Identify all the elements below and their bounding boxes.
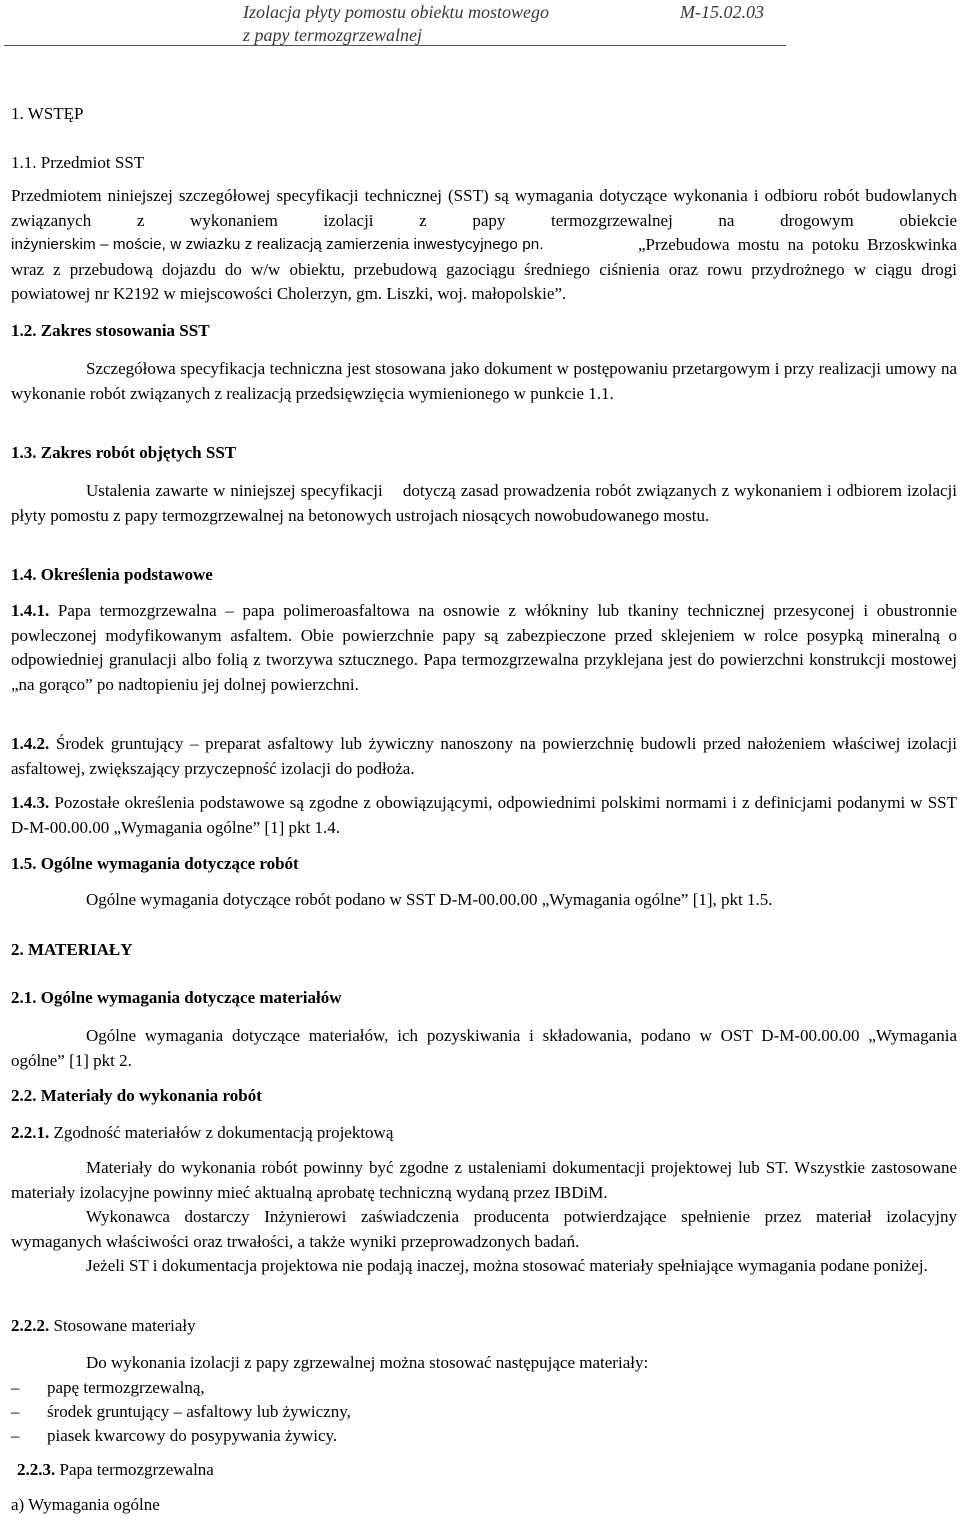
definition-1-4-2-number: 1.4.2. <box>11 734 50 753</box>
heading-1-1: 1.1. Przedmiot SST <box>11 153 145 172</box>
heading-2-2-2-title: Stosowane materiały <box>53 1316 196 1335</box>
heading-2-1: 2.1. Ogólne wymagania dotyczące materiałów <box>11 988 342 1007</box>
list-dash: – <box>11 1426 20 1445</box>
paragraph-2-2-1-a: Materiały do wykonania robót powinny być zgodne z ustaleniami dokumentacji projektowej lub ST. Wszystkie zastosowane materiały izolacyjne powinny mieć aktualną aprobatę techniczną wydaną przez IBDiM. <box>11 1158 957 1202</box>
section-heading-materials: 2. MATERIAŁY <box>11 940 133 959</box>
list-item-text: piasek kwarcowy do posypywania żywicy. <box>47 1426 338 1445</box>
heading-2-2-2-number: 2.2.2. <box>11 1316 50 1335</box>
paragraph-1-2: Szczegółowa specyfikacja techniczna jest stosowana jako dokument w postępowaniu przetargowym i przy realizacji umowy na wykonanie robót związanych z realizacją przedsięwzięcia wymienionego w punkcie 1.1. <box>11 359 957 403</box>
definition-1-4-1 <box>11 599 957 697</box>
header-title: Izolacja płyty pomostu obiektu mostowego <box>243 2 549 22</box>
paragraph-1-1-rest: „Przebudowa mostu na potoku Brzoskwinka wraz z przebudową dojazdu do w/w obiektu, przebudową gazociągu średniego ciśnienia oraz rowu przydrożnego w ciągu drogi powiatowej nr K2192 w miejscowości Cholerzyn, gm. Liszki, woj. małopolskie”. <box>11 235 957 304</box>
subheading-a: a) Wymagania ogólne <box>11 1495 160 1514</box>
heading-2-2-3-number: 2.2.3. <box>17 1460 56 1479</box>
heading-2-2-2 <box>11 1314 957 1339</box>
list-dash: – <box>11 1378 20 1397</box>
heading-2-2-3-title: Papa termozgrzewalna <box>59 1460 214 1479</box>
paragraph-2-1: Ogólne wymagania dotyczące materiałów, ich pozyskiwania i składowania, podano w OST D-M-00.00.00 „Wymagania ogólne” [1] pkt 2. <box>11 1026 957 1070</box>
paragraph-1-1-serif: Przedmiotem niniejszej szczegółowej specyfikacji technicznej (SST) są wymagania dotyczące wykonania i odbioru robót budowlanych związanych z wykonaniem izolacji z papy termozgrzewalnej na drogowym obiekcie <box>11 186 957 230</box>
paragraph-2-2-2: Do wykonania izolacji z papy zgrzewalnej można stosować następujące materiały: <box>86 1353 649 1372</box>
definition-1-4-1-number: 1.4.1. <box>11 601 50 620</box>
heading-2-2-1-number: 2.2.1. <box>11 1123 50 1142</box>
paragraph-1-5: Ogólne wymagania dotyczące robót podano w SST D-M-00.00.00 „Wymagania ogólne” [1], pkt 1.5. <box>86 890 773 909</box>
heading-1-5: 1.5. Ogólne wymagania dotyczące robót <box>11 854 299 873</box>
definition-1-4-2 <box>11 732 957 781</box>
definition-1-4-1-text: Papa termozgrzewalna – papa polimeroasfaltowa na osnowie z włókniny lub tkaniny technicznej przesyconej i obustronnie powleczonej modyfikowanym asfaltem. Obie powierzchnie papy są zabezpieczone przed sklejeniem w rolce posypką mineralną o odpowiedniej granulacji albo folią z tworzywa sztucznego. Papa termozgrzewalna przyklejana jest do powierzchni konstrukcji mostowej „na gorąco” po nadtopieniu jej dolnej powierzchni. <box>11 601 957 694</box>
definition-1-4-2-text: Środek gruntujący – preparat asfaltowy lub żywiczny nanoszony na powierzchnię budowli przed nałożeniem właściwej izolacji asfaltowej, zwiększający przyczepność izolacji do podłoża. <box>11 734 957 778</box>
heading-2-2-1 <box>11 1121 957 1146</box>
list-item-text: środek gruntujący – asfaltowy lub żywiczny, <box>47 1402 351 1421</box>
section-heading-intro: 1. WSTĘP <box>11 104 84 123</box>
header-code: M-15.02.03 <box>680 2 764 22</box>
heading-1-4: 1.4. Określenia podstawowe <box>11 565 213 584</box>
page-header <box>0 0 960 50</box>
heading-1-3: 1.3. Zakres robót objętych SST <box>11 443 237 462</box>
definition-1-4-3-text: Pozostałe określenia podstawowe są zgodne z obowiązującymi, odpowiednimi polskimi normami i z definicjami podanymi w SST D-M-00.00.00 „Wymagania ogólne” [1] pkt 1.4. <box>11 793 957 837</box>
paragraph-2-2-1-b: Wykonawca dostarczy Inżynierowi zaświadczenia producenta potwierdzające spełnienie przez materiał izolacyjny wymaganych właściwości oraz trwałości, a także wyniki przeprowadzonych badań. <box>11 1207 957 1251</box>
list-item-text: papę termozgrzewalną, <box>47 1378 205 1397</box>
heading-2-2-3 <box>17 1458 963 1483</box>
list-dash: – <box>11 1402 20 1421</box>
definition-1-4-3 <box>11 791 957 840</box>
paragraph-1-3: Ustalenia zawarte w niniejszej specyfikacji dotyczą zasad prowadzenia robót związanych z wykonaniem i odbiorem izolacji płyty pomostu z papy termozgrzewalnej na betonowych ustrojach niosących nowobudowanego mostu. <box>11 481 962 525</box>
header-rule <box>4 45 786 46</box>
paragraph-1-1-sans: inżynierskim – moście, w zwiazku z realizacją zamierzenia inwestycyjnego pn. <box>11 236 544 254</box>
heading-2-2-1-title: Zgodność materiałów z dokumentacją projektową <box>53 1123 394 1142</box>
definition-1-4-3-number: 1.4.3. <box>11 793 50 812</box>
paragraph-2-2-1-c: Jeżeli ST i dokumentacja projektowa nie podają inaczej, można stosować materiały spełniające wymagania podane poniżej. <box>86 1256 928 1275</box>
heading-1-2: 1.2. Zakres stosowania SST <box>11 321 210 340</box>
heading-2-2: 2.2. Materiały do wykonania robót <box>11 1086 262 1105</box>
header-subtitle: z papy termozgrzewalnej <box>243 25 422 45</box>
